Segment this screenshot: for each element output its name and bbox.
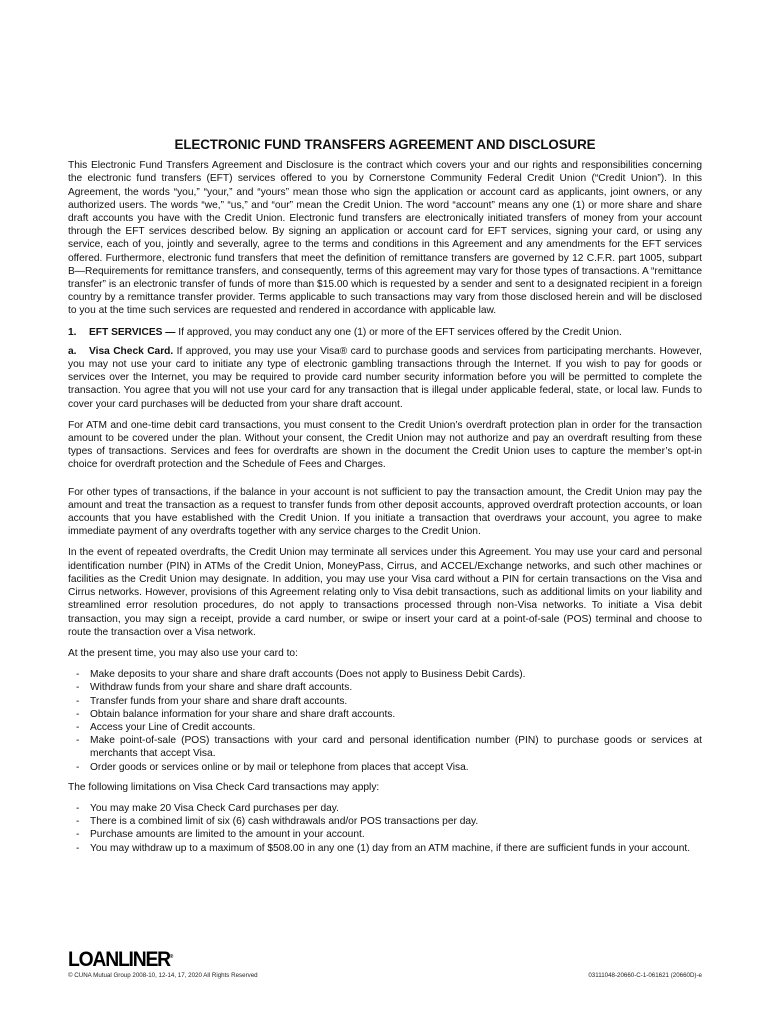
list-item: - Transfer funds from your share and share draft accounts. xyxy=(68,695,702,708)
footer-row xyxy=(68,972,702,979)
logo-text: LOANLINER xyxy=(68,948,170,971)
section-1 xyxy=(68,326,702,339)
list-item: - Obtain balance information for your share and share draft accounts. xyxy=(68,708,702,721)
other-transactions-paragraph: For other types of transactions, if the balance in your account is not sufficient to pay the transaction amount, the Credit Union may pay the amount and treat the transaction as a request to transfer funds from other deposit accounts, approved overdraft protection accounts, or loan accounts that you have established with the Credit Union. If you initiate a transaction that overdraws your account, you agree to make immediate payment of any overdrafts together with any service charges to the Credit Union. xyxy=(68,486,702,538)
section-1-text: If approved, you may conduct any one (1) or more of the EFT services offered by the Credit Union. xyxy=(175,326,622,338)
list-item: - Access your Line of Credit accounts. xyxy=(68,721,702,734)
subsection-a-text: If approved, you may use your Visa® card to purchase goods and services from participating merchants. However, you may not use your card to initiate any type of electronic gambling transactions through the Internet. If you wish to pay for goods or services over the Internet, you may be required to provide card number security information before you will be permitted to complete the transaction. You agree that you will not use your card for any transaction that is illegal under applicable federal, state, or local law. Funds to cover your card purchases will be deducted from your share draft account. xyxy=(68,345,702,410)
list-item: - Withdraw funds from your share and share draft accounts. xyxy=(68,681,702,694)
section-1-number: 1. xyxy=(68,326,77,338)
document-title: ELECTRONIC FUND TRANSFERS AGREEMENT AND DISCLOSURE xyxy=(174,137,596,152)
copyright-text: © CUNA Mutual Group 2008-10, 12-14, 17, 2020 All Rights Reserved xyxy=(68,972,258,979)
list-item: - Make point-of-sale (POS) transactions with your card and personal identification number (PIN) to purchase goods or services at merchants that accept Visa. xyxy=(68,734,702,760)
list-item: - You may withdraw up to a maximum of $508.00 in any one (1) day from an ATM machine, if there are sufficient funds in your account. xyxy=(68,842,702,855)
list-item: - You may make 20 Visa Check Card purchases per day. xyxy=(68,802,702,815)
repeated-overdrafts-paragraph: In the event of repeated overdrafts, the Credit Union may terminate all services under this Agreement. You may use your card and personal identification number (PIN) in ATMs of the Credit Union, MoneyPass, Cirrus, and ACCEL/Exchange networks, and such other machines or facilities as the Credit Union may designate. In addition, you may use your Visa card without a PIN for certain transactions on the Visa and Cirrus networks. However, provisions of this Agreement relating only to Visa debit transactions, such as additional limits on your liability and streamlined error resolution procedures, do not apply to transactions processed through non-Visa networks. To initiate a Visa debit transaction, you may sign a receipt, provide a card number, or swipe or insert your card at a point-of-sale (POS) terminal and choose to route the transaction over a Visa network. xyxy=(68,547,702,638)
logo-registered-mark: ® xyxy=(169,954,174,960)
subsection-a xyxy=(68,345,702,411)
document-page xyxy=(68,138,702,862)
subsection-a-label: a. xyxy=(68,345,77,357)
card-uses-list xyxy=(68,668,702,774)
list-item: - Purchase amounts are limited to the amount in your account. xyxy=(68,828,702,841)
limitations-intro: The following limitations on Visa Check Card transactions may apply: xyxy=(68,781,380,793)
section-1-heading: EFT SERVICES — xyxy=(89,326,176,338)
intro-paragraph: This Electronic Fund Transfers Agreement and Disclosure is the contract which covers your and our rights and responsibilities concerning the electronic fund transfers (EFT) services offered to you by Cornerstone Community Federal Credit Union (“Credit Union”). In this Agreement, the words “you,” “your,” and “yours” mean those who sign the application or account card as applicants, joint owners, or any authorized users. The words “we,” “us,” and “our” mean the Credit Union. The word “account” means any one (1) or more share and share draft accounts you have with the Credit Union. Electronic fund transfers are electronically initiated transfers of money from your account through the EFT services described below. By signing an application or account card for EFT services, signing your card, or using any service, each of you, jointly and severally, agree to the terms and conditions in this Agreement and any amendments for the EFT services offered. Furthermore, electronic fund transfers that meet the definition of remittance transfers are governed by 12 C.F.R. part 1005, subpart B—Requirements for remittance transfers, and consequently, terms of this agreement may vary for those types of transactions. A “remittance transfer” is an electronic transfer of funds of more than $15.00 which is requested by a sender and sent to a designated recipient in a foreign country by a remittance transfer provider. Terms applicable to such transactions may vary from those disclosed herein and will be disclosed to you at the time such services are requested and rendered in accordance with applicable law. xyxy=(68,160,702,317)
loanliner-logo xyxy=(68,946,173,971)
list-item: - There is a combined limit of six (6) cash withdrawals and/or POS transactions per day. xyxy=(68,815,702,828)
subsection-a-heading: Visa Check Card. xyxy=(89,345,174,357)
list-item: - Order goods or services online or by mail or telephone from places that accept Visa. xyxy=(68,761,702,774)
limitations-list xyxy=(68,802,702,855)
form-code: 03111048-20660-C-1-061621 (20660D)-e xyxy=(588,972,702,979)
card-uses-intro: At the present time, you may also use your card to: xyxy=(68,647,298,659)
page-footer xyxy=(68,946,702,979)
list-item: - Make deposits to your share and share draft accounts (Does not apply to Business Debit Cards). xyxy=(68,668,702,681)
atm-overdraft-paragraph: For ATM and one-time debit card transactions, you must consent to the Credit Union’s overdraft protection plan in order for the transaction amount to be covered under the plan. Without your consent, the Credit Union may not authorize and pay an overdraft resulting from these types of transactions. Services and fees for overdrafts are shown in the document the Credit Union uses to capture the member’s opt-in choice for overdraft protection and the Schedule of Fees and Charges. xyxy=(68,419,702,471)
